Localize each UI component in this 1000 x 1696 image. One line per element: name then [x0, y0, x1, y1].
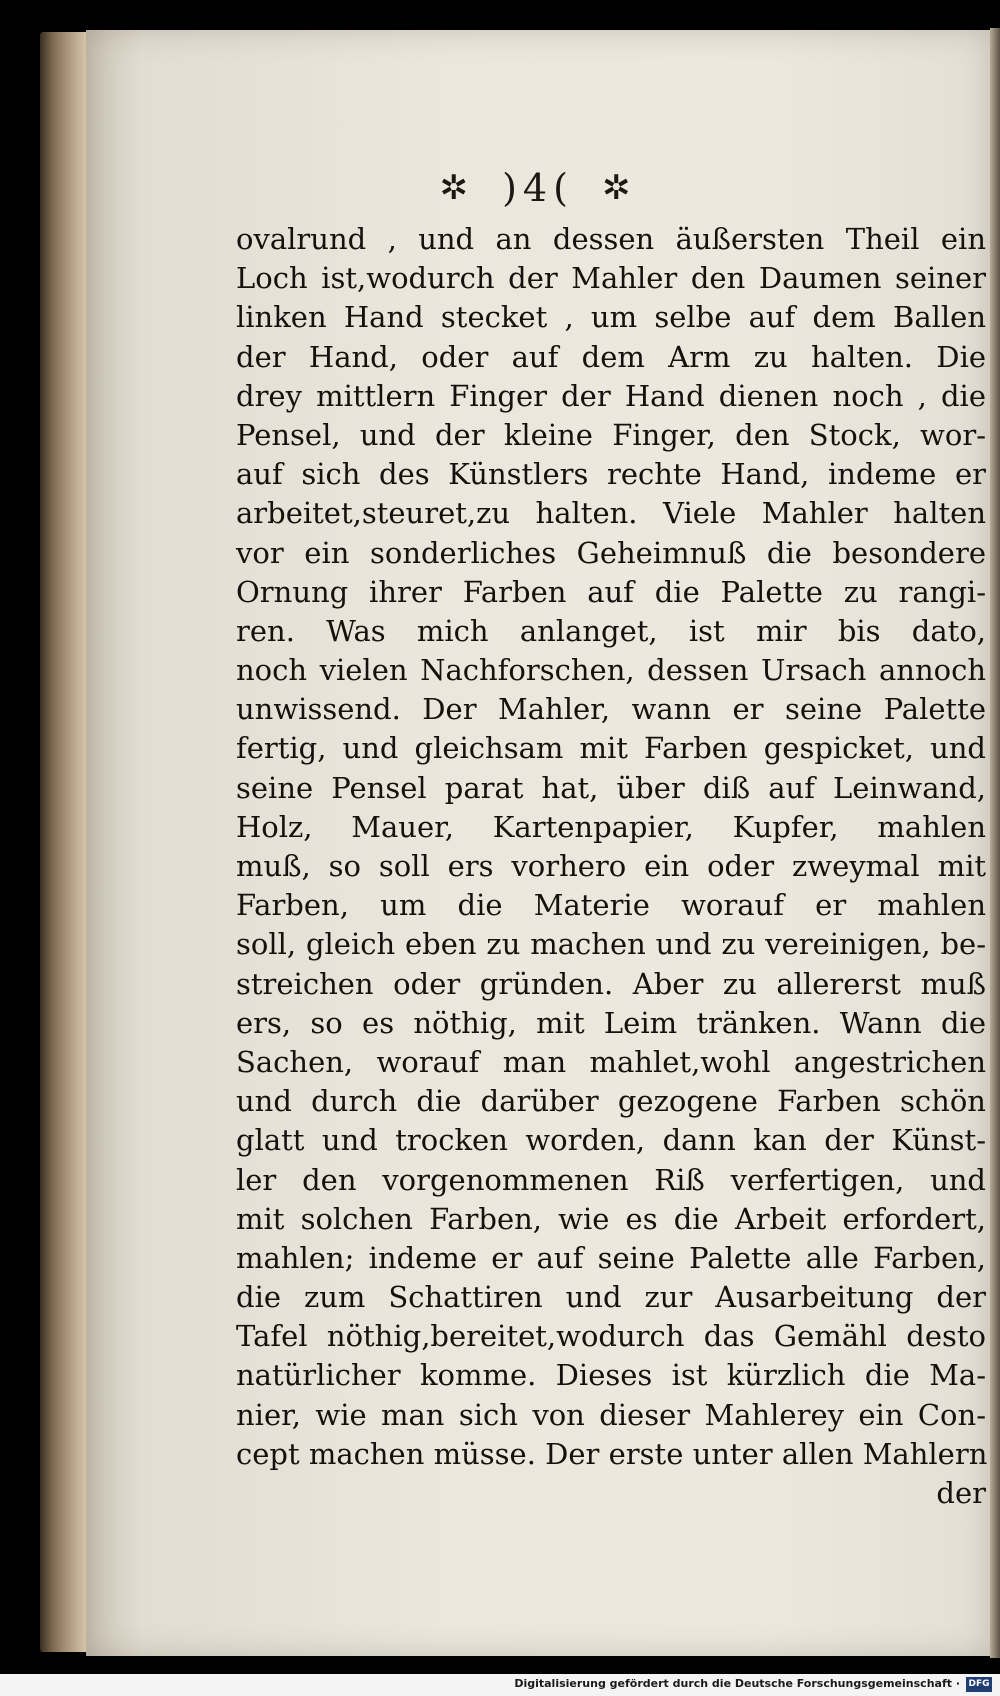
text-line: seine Pensel parat hat, über diß auf Leinwand, [236, 770, 986, 805]
text-line: Farben, um die Materie worauf er mahlen [236, 888, 986, 923]
ornament-left-icon: ✲ [439, 167, 474, 208]
page-header [86, 162, 990, 210]
text-line: noch vielen Nachforschen, dessen Ursach annoch [236, 653, 986, 688]
text-line: Loch ist,wodurch der Mahler den Daumen seiner [236, 261, 986, 296]
ornament-right-icon: ✲ [602, 167, 637, 208]
text-line: ren. Was mich anlanget, ist mir bis dato, [236, 613, 986, 648]
page-sheet [86, 30, 990, 1656]
text-line: unwissend. Der Mahler, wann er seine Palette [236, 692, 986, 727]
book-spine-edge [40, 32, 88, 1652]
text-line: streichen oder gründen. Aber zu allererst muß [236, 966, 986, 1001]
text-line: Tafel nöthig,bereitet,wodurch das Gemähl desto [236, 1319, 986, 1354]
footer-bar [0, 1674, 1000, 1696]
text-line: Ornung ihrer Farben auf die Palette zu rangi- [236, 574, 986, 609]
text-line: drey mittlern Finger der Hand dienen noch , die [236, 378, 986, 413]
catchword: der [936, 1476, 986, 1510]
text-line: mahlen; indeme er auf seine Palette alle Farben, [236, 1240, 986, 1275]
text-line: soll, gleich eben zu machen und zu vereinigen, be- [236, 927, 986, 962]
text-line: die zum Schattiren und zur Ausarbeitung der [236, 1280, 986, 1315]
text-line: cept machen müsse. Der erste unter allen Mahlern [236, 1436, 988, 1471]
text-line: der Hand, oder auf dem Arm zu halten. Die [236, 339, 986, 374]
text-line: ovalrund , und an dessen äußersten Theil ein [236, 222, 986, 256]
text-line: arbeitet,steuret,zu halten. Viele Mahler halten [236, 496, 986, 531]
text-line: ler den vorgenommenen Riß verfertigen, und [236, 1162, 986, 1197]
text-line: auf sich des Künstlers rechte Hand, indeme er [236, 457, 986, 492]
text-line: fertig, und gleichsam mit Farben gespicket, und [236, 731, 986, 766]
text-line: Pensel, und der kleine Finger, den Stock, wor- [236, 417, 986, 452]
text-line: Holz, Mauer, Kartenpapier, Kupfer, mahlen [236, 809, 986, 844]
text-line: Sachen, worauf man mahlet,wohl angestrichen [236, 1044, 986, 1079]
text-line: muß, so soll ers vorhero ein oder zweymal mit [236, 849, 986, 883]
footer-credit: Digitalisierung gefördert durch die Deutsche Forschungsgemeinschaft · [514, 1677, 960, 1690]
page-number: )4( [502, 165, 574, 210]
text-line: linken Hand stecket , um selbe auf dem Ballen [236, 300, 986, 335]
dfg-logo: DFG [966, 1677, 992, 1692]
text-line: nier, wie man sich von dieser Mahlerey ein Con- [236, 1397, 986, 1432]
text-line: mit solchen Farben, wie es die Arbeit erfordert, [236, 1201, 986, 1236]
body-text [236, 220, 986, 1513]
text-line: ers, so es nöthig, mit Leim tränken. Wann die [236, 1005, 986, 1040]
text-line: vor ein sonderliches Geheimnuß die besondere [236, 535, 986, 570]
text-line: glatt und trocken worden, dann kan der Künst- [236, 1123, 986, 1158]
book-right-edge [990, 28, 1000, 1658]
text-line: und durch die darüber gezogene Farben schön [236, 1084, 986, 1119]
text-line: natürlicher komme. Dieses ist kürzlich die Ma- [236, 1358, 986, 1393]
